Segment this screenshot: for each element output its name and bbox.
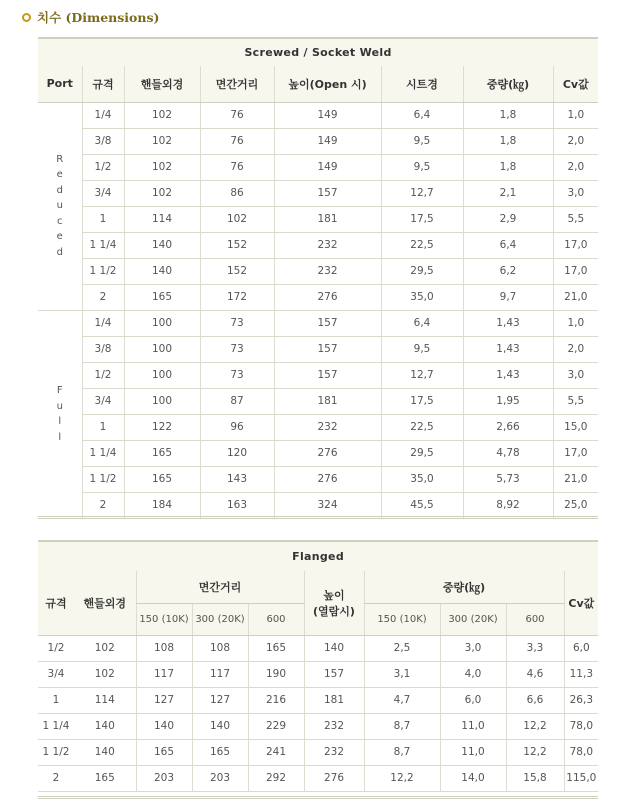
table-cell: 15,8 — [506, 765, 564, 791]
table-cell: 3/4 — [38, 661, 74, 687]
table-row — [38, 440, 598, 466]
table-cell: 1/2 — [38, 635, 74, 661]
table-cell: 17,5 — [381, 388, 463, 414]
table-cell: 6,6 — [506, 687, 564, 713]
table-cell: 9,5 — [381, 128, 463, 154]
port-letter: R — [56, 153, 64, 165]
table-cell: 140 — [136, 713, 192, 739]
table-cell: 11,0 — [440, 713, 506, 739]
table-cell: 96 — [200, 414, 274, 440]
table-cell: 165 — [192, 739, 248, 765]
table-cell: 12,7 — [381, 180, 463, 206]
table-cell: 140 — [74, 713, 136, 739]
table-row — [38, 310, 598, 336]
table-cell: 2,66 — [463, 414, 553, 440]
table-cell: 12,2 — [364, 765, 440, 791]
table-cell: 26,3 — [564, 687, 598, 713]
table-cell: 11,3 — [564, 661, 598, 687]
flanged-header-cv: Cv값 — [564, 571, 598, 635]
table-cell: 21,0 — [553, 284, 598, 310]
flanged-header-face-to-face: 면간거리 — [136, 571, 304, 603]
table-cell: 232 — [274, 232, 381, 258]
table-cell: 8,7 — [364, 713, 440, 739]
table-row — [38, 102, 598, 128]
table-row — [38, 388, 598, 414]
flanged-header-weight: 중량(㎏) — [364, 571, 564, 603]
table-cell: 157 — [274, 180, 381, 206]
table-cell: 76 — [200, 102, 274, 128]
table-cell: 276 — [304, 765, 364, 791]
table-cell: 6,4 — [463, 232, 553, 258]
table-row — [38, 492, 598, 518]
table-cell: 102 — [200, 206, 274, 232]
table-cell: 1 — [38, 687, 74, 713]
table-cell: 165 — [74, 765, 136, 791]
table-cell: 86 — [200, 180, 274, 206]
table-cell: 165 — [124, 284, 200, 310]
table-cell: 1,8 — [463, 128, 553, 154]
table-cell: 1/4 — [82, 310, 124, 336]
flanged-subheader-weight-600: 600 — [506, 603, 564, 635]
table-cell: 181 — [274, 206, 381, 232]
circle-bullet-icon — [22, 13, 31, 22]
table-cell: 2 — [38, 765, 74, 791]
port-letter: d — [56, 184, 63, 196]
table-cell: 78,0 — [564, 713, 598, 739]
table-cell: 165 — [124, 440, 200, 466]
table-cell: 232 — [274, 258, 381, 284]
table-row — [38, 232, 598, 258]
table-cell: 15,0 — [553, 414, 598, 440]
table-cell: 140 — [304, 635, 364, 661]
table-cell: 3,0 — [553, 180, 598, 206]
table-row — [38, 414, 598, 440]
section-title — [22, 7, 159, 27]
table-cell: 152 — [200, 258, 274, 284]
table-cell: 3,0 — [553, 362, 598, 388]
table-cell: 127 — [136, 687, 192, 713]
table-row — [38, 635, 598, 661]
flanged-caption: Flanged — [38, 541, 598, 571]
table-cell: 149 — [274, 128, 381, 154]
table-cell: 2,0 — [553, 154, 598, 180]
screwed-dimensions-table — [38, 37, 598, 519]
table-cell: 25,0 — [553, 492, 598, 518]
table-cell: 108 — [136, 635, 192, 661]
table-cell: 1 1/2 — [82, 466, 124, 492]
table-cell: 3,3 — [506, 635, 564, 661]
screwed-header-cell: Cv값 — [553, 66, 598, 102]
table-cell: 143 — [200, 466, 274, 492]
table-cell: 1,43 — [463, 310, 553, 336]
flanged-subheader-weight-300: 300 (20K) — [440, 603, 506, 635]
table-cell: 120 — [200, 440, 274, 466]
table-cell: 45,5 — [381, 492, 463, 518]
table-cell: 3/8 — [82, 128, 124, 154]
table-cell: 1 1/4 — [38, 713, 74, 739]
table-cell: 22,5 — [381, 232, 463, 258]
screwed-header-cell: 높이(Open 시) — [274, 66, 381, 102]
table-cell: 190 — [248, 661, 304, 687]
table-cell: 9,5 — [381, 336, 463, 362]
table-cell: 181 — [304, 687, 364, 713]
table-cell: 1,43 — [463, 336, 553, 362]
table-cell: 2,0 — [553, 336, 598, 362]
flanged-header-height-line2: (열람시) — [313, 604, 355, 618]
table-cell: 12,2 — [506, 739, 564, 765]
table-cell: 73 — [200, 310, 274, 336]
table-cell: 9,5 — [381, 154, 463, 180]
table-cell: 172 — [200, 284, 274, 310]
table-cell: 5,5 — [553, 388, 598, 414]
table-row — [38, 128, 598, 154]
table-cell: 157 — [274, 362, 381, 388]
table-cell: 216 — [248, 687, 304, 713]
table-cell: 241 — [248, 739, 304, 765]
table-cell: 6,4 — [381, 310, 463, 336]
table-cell: 1 — [82, 414, 124, 440]
table-cell: 1 1/4 — [82, 440, 124, 466]
table-cell: 117 — [192, 661, 248, 687]
table-cell: 276 — [274, 284, 381, 310]
flanged-subheader-weight-150: 150 (10K) — [364, 603, 440, 635]
table-cell: 29,5 — [381, 258, 463, 284]
table-row — [38, 336, 598, 362]
table-cell: 203 — [192, 765, 248, 791]
table-cell: 157 — [274, 310, 381, 336]
flanged-subheader-600: 600 — [248, 603, 304, 635]
table-cell: 140 — [124, 232, 200, 258]
table-cell: 181 — [274, 388, 381, 414]
port-label — [38, 102, 82, 310]
table-cell: 87 — [200, 388, 274, 414]
table-cell: 8,7 — [364, 739, 440, 765]
table-row — [38, 206, 598, 232]
table-cell: 1/2 — [82, 362, 124, 388]
table-cell: 29,5 — [381, 440, 463, 466]
table-row — [38, 765, 598, 791]
table-row — [38, 713, 598, 739]
table-cell: 102 — [74, 661, 136, 687]
table-cell: 1,0 — [553, 310, 598, 336]
port-letter: e — [56, 231, 63, 243]
screwed-header-cell: 규격 — [82, 66, 124, 102]
table-cell: 165 — [248, 635, 304, 661]
table-cell: 11,0 — [440, 739, 506, 765]
table-cell: 149 — [274, 154, 381, 180]
port-letter: l — [58, 416, 62, 427]
table-cell: 8,92 — [463, 492, 553, 518]
table-cell: 102 — [124, 154, 200, 180]
table-cell: 2,1 — [463, 180, 553, 206]
table-cell: 73 — [200, 362, 274, 388]
table-row — [38, 362, 598, 388]
table-cell: 1 1/2 — [38, 739, 74, 765]
table-cell: 140 — [74, 739, 136, 765]
table-cell: 4,7 — [364, 687, 440, 713]
table-cell: 17,5 — [381, 206, 463, 232]
screwed-header-cell: Port — [38, 66, 82, 102]
table-cell: 73 — [200, 336, 274, 362]
table-cell: 2 — [82, 284, 124, 310]
table-cell: 3/4 — [82, 180, 124, 206]
port-letter: e — [56, 169, 63, 181]
screwed-caption: Screwed / Socket Weld — [38, 38, 598, 66]
table-cell: 17,0 — [553, 440, 598, 466]
table-cell: 35,0 — [381, 466, 463, 492]
table-cell: 102 — [124, 180, 200, 206]
table-cell: 76 — [200, 128, 274, 154]
table-row — [38, 180, 598, 206]
table-cell: 157 — [274, 336, 381, 362]
table-cell: 17,0 — [553, 232, 598, 258]
table-cell: 1 1/2 — [82, 258, 124, 284]
table-cell: 78,0 — [564, 739, 598, 765]
table-cell: 2,9 — [463, 206, 553, 232]
table-cell: 114 — [124, 206, 200, 232]
table-cell: 9,7 — [463, 284, 553, 310]
table-cell: 1/2 — [82, 154, 124, 180]
table-cell: 1,95 — [463, 388, 553, 414]
table-cell: 1,0 — [553, 102, 598, 128]
table-cell: 100 — [124, 336, 200, 362]
table-cell: 140 — [192, 713, 248, 739]
table-row — [38, 739, 598, 765]
table-cell: 1,43 — [463, 362, 553, 388]
port-letter: d — [56, 246, 63, 258]
table-cell: 2 — [82, 492, 124, 518]
table-cell: 6,2 — [463, 258, 553, 284]
port-letter: u — [56, 400, 63, 412]
table-cell: 232 — [304, 739, 364, 765]
port-letter: l — [58, 431, 62, 443]
table-cell: 292 — [248, 765, 304, 791]
table-row — [38, 687, 598, 713]
table-cell: 4,78 — [463, 440, 553, 466]
table-cell: 102 — [124, 102, 200, 128]
flanged-subheader-300: 300 (20K) — [192, 603, 248, 635]
table-cell: 102 — [74, 635, 136, 661]
table-cell: 1,8 — [463, 102, 553, 128]
table-cell: 152 — [200, 232, 274, 258]
table-cell: 1/4 — [82, 102, 124, 128]
section-title-text: 치수 (Dimensions) — [37, 10, 160, 25]
port-letter: c — [57, 215, 63, 227]
table-cell: 324 — [274, 492, 381, 518]
table-cell: 100 — [124, 362, 200, 388]
table-cell: 1 1/4 — [82, 232, 124, 258]
table-cell: 229 — [248, 713, 304, 739]
table-cell: 122 — [124, 414, 200, 440]
table-cell: 276 — [274, 466, 381, 492]
screwed-header-cell: 중량(㎏) — [463, 66, 553, 102]
table-cell: 102 — [124, 128, 200, 154]
flanged-table-bottom-rule — [38, 796, 598, 799]
table-cell: 276 — [274, 440, 381, 466]
flanged-header-size: 규격 — [38, 571, 74, 635]
table-cell: 127 — [192, 687, 248, 713]
table-cell: 108 — [192, 635, 248, 661]
table-row — [38, 466, 598, 492]
table-cell: 1 — [82, 206, 124, 232]
table-cell: 114 — [74, 687, 136, 713]
screwed-table-bottom-rule — [38, 516, 598, 519]
table-cell: 35,0 — [381, 284, 463, 310]
screwed-header-cell: 시트경 — [381, 66, 463, 102]
port-label-letters — [38, 383, 82, 445]
table-cell: 232 — [274, 414, 381, 440]
table-row — [38, 284, 598, 310]
table-cell: 117 — [136, 661, 192, 687]
table-cell: 232 — [304, 713, 364, 739]
table-cell: 203 — [136, 765, 192, 791]
flanged-header-handle: 핸들외경 — [74, 571, 136, 635]
table-cell: 5,5 — [553, 206, 598, 232]
table-cell: 3,1 — [364, 661, 440, 687]
table-cell: 14,0 — [440, 765, 506, 791]
table-cell: 5,73 — [463, 466, 553, 492]
table-cell: 22,5 — [381, 414, 463, 440]
table-cell: 4,0 — [440, 661, 506, 687]
table-cell: 1,8 — [463, 154, 553, 180]
table-cell: 100 — [124, 388, 200, 414]
port-letter: F — [56, 385, 63, 396]
table-cell: 163 — [200, 492, 274, 518]
table-cell: 12,7 — [381, 362, 463, 388]
table-cell: 149 — [274, 102, 381, 128]
table-row — [38, 154, 598, 180]
flanged-header-height — [304, 571, 364, 635]
table-cell: 165 — [136, 739, 192, 765]
table-cell: 21,0 — [553, 466, 598, 492]
table-row — [38, 661, 598, 687]
table-cell: 4,6 — [506, 661, 564, 687]
table-cell: 6,4 — [381, 102, 463, 128]
table-cell: 12,2 — [506, 713, 564, 739]
table-cell: 3/4 — [82, 388, 124, 414]
table-cell: 2,0 — [553, 128, 598, 154]
flanged-dimensions-table — [38, 540, 598, 792]
table-cell: 6,0 — [564, 635, 598, 661]
table-cell: 165 — [124, 466, 200, 492]
table-cell: 115,0 — [564, 765, 598, 791]
table-cell: 17,0 — [553, 258, 598, 284]
table-cell: 76 — [200, 154, 274, 180]
table-cell: 2,5 — [364, 635, 440, 661]
port-letter: u — [56, 200, 63, 212]
flanged-header-height-line1: 높이 — [323, 588, 345, 602]
flanged-subheader-150: 150 (10K) — [136, 603, 192, 635]
table-cell: 140 — [124, 258, 200, 284]
table-cell: 3,0 — [440, 635, 506, 661]
port-label-letters — [38, 152, 82, 261]
screwed-header-cell: 면간거리 — [200, 66, 274, 102]
table-cell: 3/8 — [82, 336, 124, 362]
table-cell: 6,0 — [440, 687, 506, 713]
table-cell: 100 — [124, 310, 200, 336]
table-cell: 184 — [124, 492, 200, 518]
table-cell: 157 — [304, 661, 364, 687]
port-label — [38, 310, 82, 518]
table-row — [38, 258, 598, 284]
screwed-header-cell: 핸들외경 — [124, 66, 200, 102]
